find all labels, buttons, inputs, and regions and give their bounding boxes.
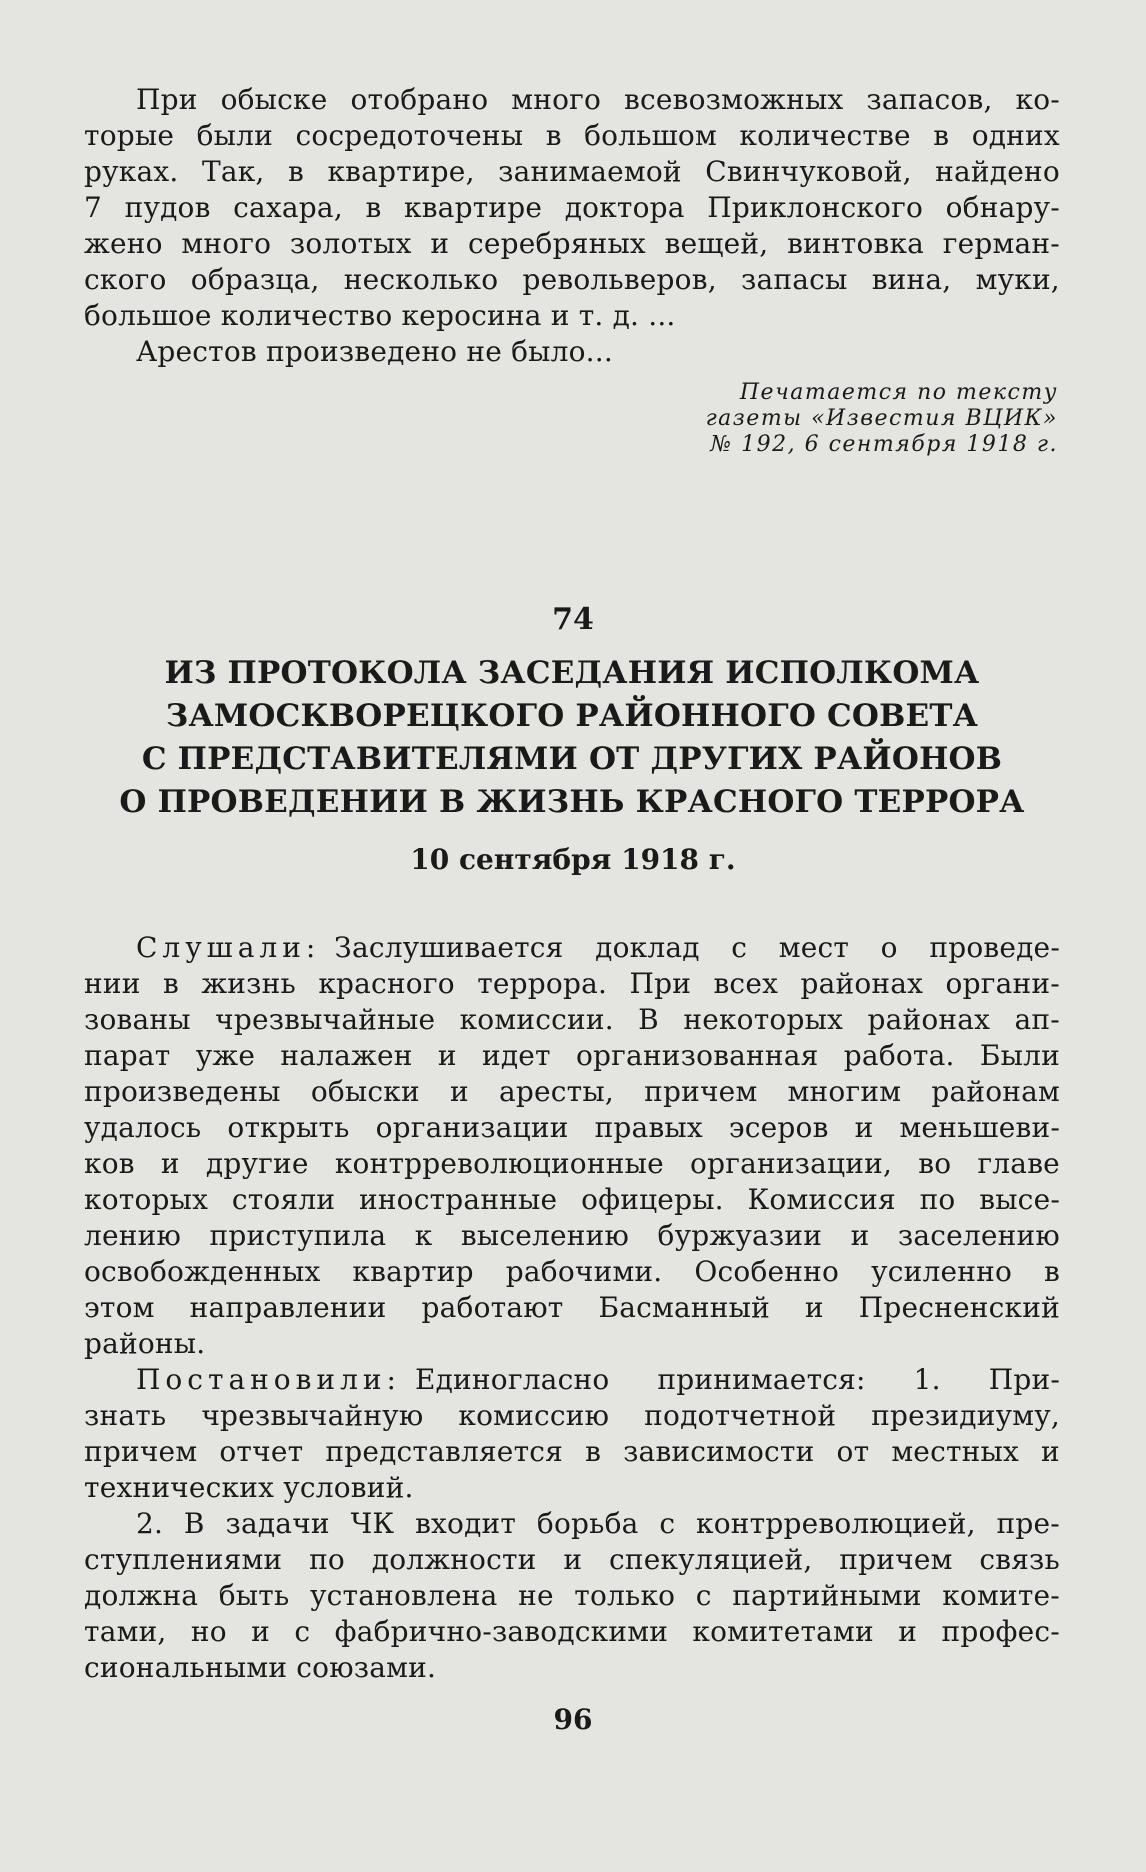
word: контрреволюционные xyxy=(334,1147,664,1180)
word: произведены xyxy=(84,1075,281,1108)
word: В xyxy=(638,1003,659,1036)
word: торые xyxy=(84,119,175,152)
word: жено xyxy=(84,227,163,260)
word: представляется xyxy=(325,1435,564,1468)
text-line: большое количество керосина и т. д. ... xyxy=(84,299,676,332)
word: в xyxy=(585,1435,602,1468)
word: были xyxy=(196,119,273,152)
text-line xyxy=(84,966,1060,1002)
word: президиуму, xyxy=(871,1399,1060,1432)
text-line xyxy=(84,1542,1060,1578)
word: районах xyxy=(800,967,924,1000)
word: должности xyxy=(371,1543,537,1576)
word: пудов xyxy=(124,191,211,224)
word: работа. xyxy=(843,1039,955,1072)
text-line xyxy=(84,262,1060,298)
word: сосредоточены xyxy=(295,119,524,152)
point2-section xyxy=(84,1506,1060,1686)
word: руках. xyxy=(84,155,179,188)
resolved-label: Постановили: xyxy=(136,1363,401,1396)
word: борьба xyxy=(536,1507,639,1540)
word: но xyxy=(190,1615,227,1648)
word: обнару- xyxy=(945,191,1060,224)
word: отчет xyxy=(219,1435,304,1468)
word: много xyxy=(511,83,602,116)
word: в xyxy=(1044,1255,1060,1288)
word: по xyxy=(309,1543,345,1576)
text-line xyxy=(84,1434,1060,1470)
word: в xyxy=(288,155,304,188)
word: отобрано xyxy=(350,83,489,116)
resolved-section xyxy=(84,1362,1060,1506)
word: доклад xyxy=(595,931,700,964)
heard-section xyxy=(84,930,1060,1362)
word: рабочими. xyxy=(505,1255,663,1288)
word: чрезвычайную xyxy=(201,1399,424,1432)
page-number: 96 xyxy=(553,1703,593,1736)
word: запасов, xyxy=(866,83,993,116)
word: 2. xyxy=(136,1507,164,1540)
word: налажен xyxy=(280,1039,413,1072)
word: организованная xyxy=(576,1039,819,1072)
word: причем xyxy=(644,1075,758,1108)
word: 7 xyxy=(84,191,103,224)
word: Единогласно xyxy=(414,1363,610,1396)
word: ков xyxy=(84,1147,135,1180)
word: комиссии. xyxy=(459,1003,614,1036)
word: партийными xyxy=(732,1579,922,1612)
word: 1. xyxy=(913,1363,941,1396)
word: зависимости xyxy=(623,1435,815,1468)
word: от xyxy=(836,1435,870,1468)
word: в xyxy=(545,119,562,152)
word: и xyxy=(563,1543,583,1576)
word: доктора xyxy=(564,191,685,224)
word: другие xyxy=(205,1147,309,1180)
word: красного xyxy=(318,967,455,1000)
word: главе xyxy=(977,1147,1060,1180)
text-line: районы. xyxy=(84,1327,206,1360)
text-line xyxy=(84,1182,1060,1218)
word: организации, xyxy=(690,1147,893,1180)
word: иностранные xyxy=(358,1183,558,1216)
word: направлении xyxy=(189,1291,387,1324)
word: не xyxy=(518,1579,554,1612)
word: усиленно xyxy=(871,1255,1013,1288)
word: всевозможных xyxy=(624,83,844,116)
word: с xyxy=(695,1579,712,1612)
word: подотчетной xyxy=(644,1399,837,1432)
text-line xyxy=(84,1614,1060,1650)
word: к xyxy=(414,1219,433,1252)
text-line xyxy=(84,226,1060,262)
word: револьверов, xyxy=(522,263,717,296)
word: причем xyxy=(839,1543,953,1576)
word: заселению xyxy=(897,1219,1060,1252)
word: высе- xyxy=(979,1183,1060,1216)
word: офицеры. xyxy=(581,1183,724,1216)
word: с xyxy=(294,1615,311,1648)
text-line xyxy=(84,1254,1060,1290)
word: этом xyxy=(84,1291,155,1324)
word: вина, xyxy=(871,263,952,296)
text-line xyxy=(84,1398,1060,1434)
word: и xyxy=(804,1291,824,1324)
word: организации xyxy=(375,1111,569,1144)
word: принимается: xyxy=(657,1363,866,1396)
word: При xyxy=(629,967,692,1000)
text-line xyxy=(84,1362,1060,1398)
word: несколько xyxy=(343,263,499,296)
word: и xyxy=(430,227,450,260)
word: проведе- xyxy=(929,931,1060,964)
word: Приклонского xyxy=(707,191,924,224)
word: найдено xyxy=(935,155,1060,188)
top-paragraph xyxy=(84,82,1060,370)
word: открыть xyxy=(227,1111,350,1144)
word: пре- xyxy=(996,1507,1060,1540)
word: парат xyxy=(84,1039,171,1072)
word: быть xyxy=(218,1579,290,1612)
word: серебряных xyxy=(467,227,646,260)
word: комите- xyxy=(942,1579,1060,1612)
word: входит xyxy=(415,1507,517,1540)
word: Заслушивается xyxy=(334,931,564,964)
title-line: ИЗ ПРОТОКОЛА ЗАСЕДАНИЯ ИСПОЛКОМА xyxy=(164,655,980,691)
word: и xyxy=(251,1615,271,1648)
text-line xyxy=(84,1218,1060,1254)
word: вещей, xyxy=(664,227,769,260)
word: буржуазии xyxy=(657,1219,823,1252)
word: всех xyxy=(713,967,779,1000)
word: Так, xyxy=(201,155,265,188)
text-line xyxy=(84,154,1060,190)
word: Свинчуковой, xyxy=(705,155,912,188)
word: в xyxy=(162,967,179,1000)
word: с xyxy=(731,931,748,964)
word: квартире, xyxy=(327,155,475,188)
word: только xyxy=(574,1579,676,1612)
word: Комиссия xyxy=(747,1183,896,1216)
word: ского xyxy=(84,263,167,296)
source-note-line: № 192, 6 сентября 1918 г. xyxy=(710,432,1058,457)
source-note-line: Печатается по тексту xyxy=(739,380,1058,405)
word: сахара, xyxy=(233,191,343,224)
word: в xyxy=(365,191,382,224)
word: установлена xyxy=(309,1579,498,1612)
word: в xyxy=(933,119,950,152)
document-date: 10 сентября 1918 г. xyxy=(410,843,736,876)
word: районам xyxy=(931,1075,1060,1108)
word: Были xyxy=(979,1039,1060,1072)
word: При- xyxy=(988,1363,1060,1396)
word: и xyxy=(850,1219,870,1252)
title-line: ЗАМОСКВОРЕЦКОГО РАЙОННОГО СОВЕТА xyxy=(165,698,979,734)
word: должна xyxy=(84,1579,199,1612)
word: террора. xyxy=(477,967,608,1000)
text-line xyxy=(84,1110,1060,1146)
word: стояли xyxy=(231,1183,336,1216)
text-line xyxy=(84,1290,1060,1326)
word: Басманный xyxy=(598,1291,770,1324)
word: уже xyxy=(195,1039,256,1072)
word: В xyxy=(183,1507,205,1540)
word: ступлениями xyxy=(84,1543,283,1576)
word: тами, xyxy=(84,1615,167,1648)
word: комитетами xyxy=(692,1615,874,1648)
word: меньшеви- xyxy=(899,1111,1060,1144)
source-note-line: газеты «Известия ВЦИК» xyxy=(705,406,1058,431)
document-number: 74 xyxy=(552,602,594,637)
word: квартире xyxy=(404,191,543,224)
word: многим xyxy=(787,1075,902,1108)
word: занимаемой xyxy=(498,155,682,188)
word: и xyxy=(437,1039,457,1072)
title-line: С ПРЕДСТАВИТЕЛЯМИ ОТ ДРУГИХ РАЙОНОВ xyxy=(141,741,1003,777)
word: некоторых xyxy=(683,1003,844,1036)
text-line xyxy=(84,1002,1060,1038)
text-line xyxy=(84,1506,1060,1542)
word: аресты, xyxy=(499,1075,614,1108)
title-line: О ПРОВЕДЕНИИ В ЖИЗНЬ КРАСНОГО ТЕРРОРА xyxy=(119,784,1025,820)
word: спекуляцией, xyxy=(608,1543,813,1576)
word: эсеров xyxy=(728,1111,829,1144)
word: связь xyxy=(979,1543,1060,1576)
word: муки, xyxy=(975,263,1060,296)
word: и xyxy=(1041,1435,1060,1468)
word: органи- xyxy=(945,967,1060,1000)
word: При xyxy=(136,83,198,116)
word: жизнь xyxy=(201,967,296,1000)
word: золотых xyxy=(289,227,412,260)
word: нии xyxy=(84,967,141,1000)
word: Особенно xyxy=(694,1255,840,1288)
text-line: технических условий. xyxy=(84,1471,414,1504)
word: знать xyxy=(84,1399,167,1432)
text-line: сиональными союзами. xyxy=(84,1651,437,1684)
word: комиссию xyxy=(458,1399,610,1432)
word: идет xyxy=(481,1039,551,1072)
word: причем xyxy=(84,1435,198,1468)
word: и xyxy=(450,1075,469,1108)
text-line xyxy=(84,1578,1060,1614)
word: образца, xyxy=(190,263,320,296)
text-line xyxy=(84,190,1060,226)
text-line: Арестов произведено не было... xyxy=(136,335,613,368)
word: с xyxy=(659,1507,676,1540)
word: зованы xyxy=(84,1003,191,1036)
word: обыске xyxy=(220,83,328,116)
word: контрреволюцией, xyxy=(696,1507,976,1540)
text-line xyxy=(84,82,1060,118)
text-line xyxy=(84,1074,1060,1110)
word: профес- xyxy=(941,1615,1060,1648)
word: приступила xyxy=(209,1219,387,1252)
word: количестве xyxy=(739,119,911,152)
word: правых xyxy=(594,1111,703,1144)
text-line xyxy=(84,1038,1060,1074)
word: ап- xyxy=(1014,1003,1060,1036)
word: работают xyxy=(421,1291,564,1324)
word: удалось xyxy=(84,1111,202,1144)
text-line xyxy=(84,930,1060,966)
word: фабрично-заводскими xyxy=(334,1615,669,1648)
word: во xyxy=(918,1147,952,1180)
word: большом xyxy=(584,119,717,152)
word: герман- xyxy=(942,227,1060,260)
word: задачи xyxy=(225,1507,330,1540)
word: лению xyxy=(84,1219,182,1252)
word: и xyxy=(898,1615,918,1648)
word: Пресненский xyxy=(858,1291,1060,1324)
source-note xyxy=(598,380,1058,458)
word: о xyxy=(880,931,898,964)
text-line xyxy=(84,118,1060,154)
word: и xyxy=(854,1111,874,1144)
word: запасы xyxy=(741,263,848,296)
word: мест xyxy=(778,931,850,964)
word: ЧК xyxy=(350,1507,395,1540)
word: освобожденных xyxy=(84,1255,321,1288)
word: чрезвычайные xyxy=(215,1003,436,1036)
word: квартир xyxy=(352,1255,474,1288)
heard-label: Слушали: xyxy=(136,931,321,964)
word: по xyxy=(919,1183,956,1216)
word: которых xyxy=(84,1183,209,1216)
text-line xyxy=(84,1146,1060,1182)
word: обыски xyxy=(310,1075,420,1108)
word: одних xyxy=(971,119,1060,152)
word: и xyxy=(160,1147,180,1180)
word: районах xyxy=(867,1003,991,1036)
document-title xyxy=(84,652,1060,824)
word: винтовка xyxy=(787,227,925,260)
word: ко- xyxy=(1015,83,1060,116)
word: выселению xyxy=(460,1219,630,1252)
word: много xyxy=(181,227,272,260)
word: местных xyxy=(891,1435,1019,1468)
